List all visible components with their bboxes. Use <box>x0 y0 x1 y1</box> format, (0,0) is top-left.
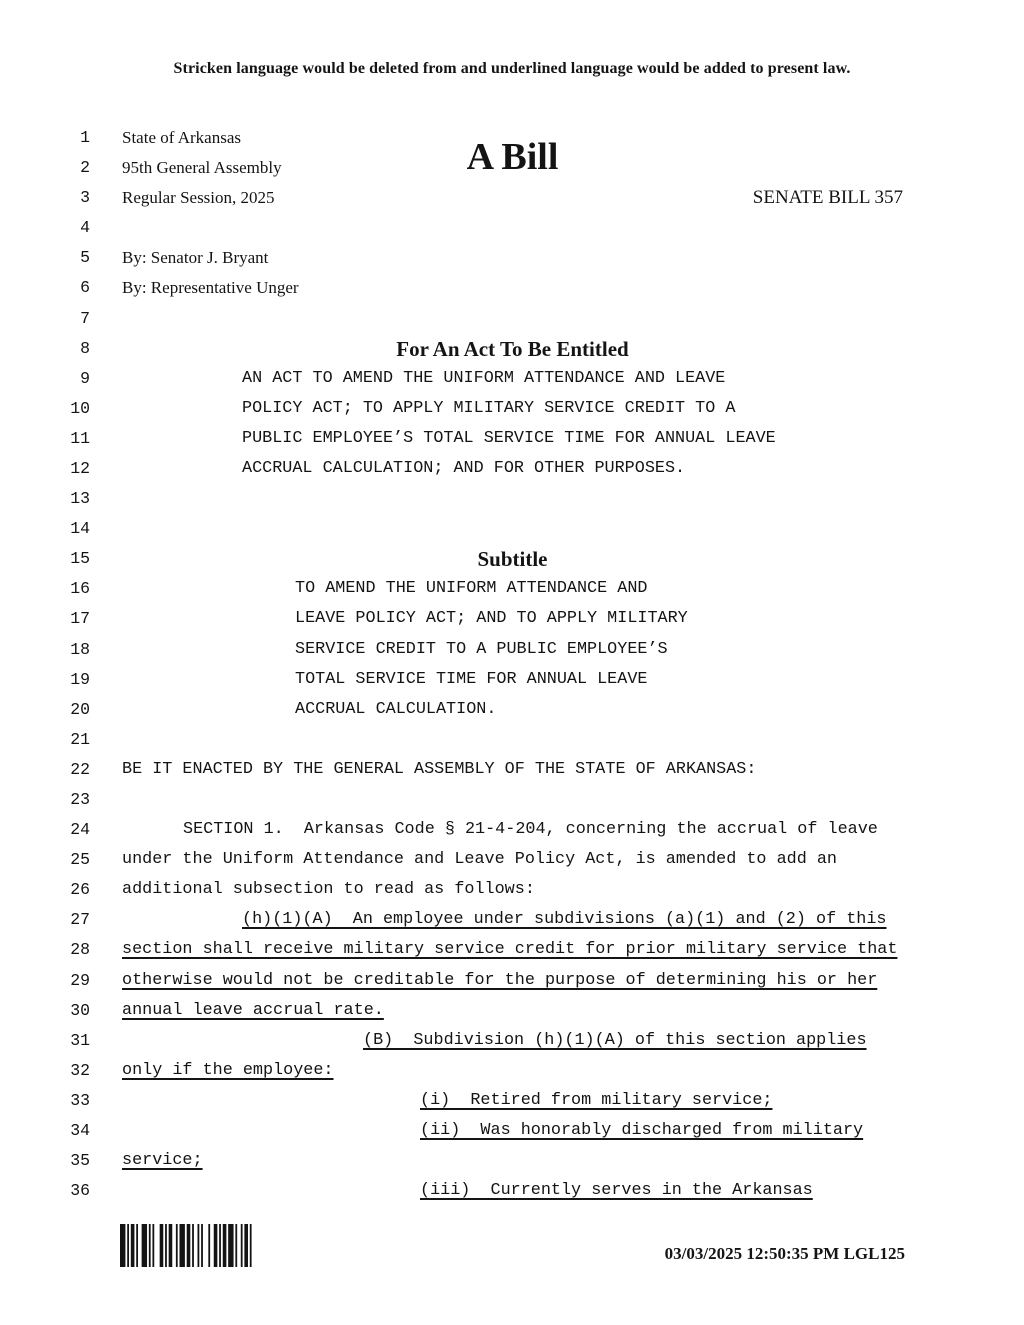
line-text: (ii) Was honorably discharged from military <box>420 1121 864 1140</box>
line-text: Regular Session, 2025 <box>122 188 275 208</box>
line-text: For An Act To Be Entitled <box>396 336 629 361</box>
document-line-20 <box>0 695 1024 725</box>
document-line-2 <box>0 153 1024 183</box>
line-number: 22 <box>70 759 90 779</box>
line-number: 35 <box>70 1151 90 1171</box>
stricken-language-notice: Stricken language would be deleted from and underlined language would be added to present law. <box>173 60 851 77</box>
line-number: 12 <box>70 459 90 478</box>
document-line-13 <box>0 484 1024 514</box>
document-line-3 <box>0 183 1024 213</box>
document-line-5 <box>0 243 1024 273</box>
document-line-4 <box>0 213 1024 243</box>
line-text: 95th General Assembly <box>122 158 282 178</box>
document-line-27 <box>0 905 1024 935</box>
line-number: 30 <box>70 1000 90 1020</box>
document-line-23 <box>0 785 1024 815</box>
line-number: 28 <box>70 940 90 960</box>
document-line-22 <box>0 755 1024 785</box>
document-line-7 <box>0 304 1024 334</box>
document-line-28 <box>0 935 1024 965</box>
line-number: 36 <box>70 1181 90 1201</box>
document-line-18 <box>0 635 1024 665</box>
line-text: otherwise would not be creditable for the purpose of determining his or her <box>122 970 878 990</box>
line-number: 14 <box>70 519 90 539</box>
document-line-26 <box>0 875 1024 905</box>
line-text: only if the employee: <box>122 1060 334 1080</box>
line-number: 18 <box>70 639 90 659</box>
line-number: 4 <box>80 218 90 238</box>
line-text: TO AMEND THE UNIFORM ATTENDANCE AND <box>295 579 648 599</box>
line-text: (h)(1)(A) An employee under subdivisions (a)(1) and (2) of this <box>242 910 887 930</box>
line-number: 10 <box>70 398 90 418</box>
line-text: By: Senator J. Bryant <box>122 248 269 268</box>
line-number: 25 <box>70 850 90 870</box>
line-number: 1 <box>80 128 90 147</box>
line-number: 31 <box>70 1030 90 1050</box>
barcode <box>120 1224 257 1267</box>
line-number: 8 <box>80 338 90 358</box>
line-number: 33 <box>70 1090 90 1110</box>
line-number: 20 <box>70 699 90 719</box>
document-line-10 <box>0 394 1024 424</box>
line-text: section shall receive military service credit for prior military service that <box>122 940 898 960</box>
document-line-19 <box>0 665 1024 695</box>
document-line-16 <box>0 574 1024 604</box>
line-number: 26 <box>70 880 90 900</box>
filing-timestamp: 03/03/2025 12:50:35 PM LGL125 <box>664 1244 905 1263</box>
document-line-17 <box>0 604 1024 634</box>
line-text: (B) Subdivision (h)(1)(A) of this section applies <box>363 1030 867 1050</box>
line-number: 23 <box>70 790 90 809</box>
bill-number: SENATE BILL 357 <box>752 187 903 209</box>
document-line-6 <box>0 273 1024 303</box>
line-text: (i) Retired from military service; <box>420 1090 773 1110</box>
document-line-9 <box>0 364 1024 394</box>
line-text: service; <box>122 1151 203 1171</box>
line-text: (iii) Currently serves in the Arkansas <box>420 1181 813 1201</box>
document-line-21 <box>0 725 1024 755</box>
line-number: 9 <box>80 368 90 388</box>
line-text: POLICY ACT; TO APPLY MILITARY SERVICE CREDIT TO A <box>242 398 736 418</box>
document-line-32 <box>0 1056 1024 1086</box>
line-text: BE IT ENACTED BY THE GENERAL ASSEMBLY OF THE STATE OF ARKANSAS: <box>122 759 757 779</box>
line-text: LEAVE POLICY ACT; AND TO APPLY MILITARY <box>295 609 688 629</box>
document-line-11 <box>0 424 1024 454</box>
line-number: 6 <box>80 278 90 298</box>
line-number: 11 <box>70 428 90 448</box>
line-text: annual leave accrual rate. <box>122 1000 384 1020</box>
document-line-15 <box>0 544 1024 574</box>
line-text: ACCRUAL CALCULATION; AND FOR OTHER PURPOSES. <box>242 459 686 478</box>
line-text: SERVICE CREDIT TO A PUBLIC EMPLOYEE’S <box>295 639 668 659</box>
line-number: 29 <box>70 970 90 990</box>
document-line-33 <box>0 1086 1024 1116</box>
document-line-14 <box>0 514 1024 544</box>
line-text: SECTION 1. Arkansas Code § 21-4-204, concerning the accrual of leave <box>183 820 878 840</box>
document-line-29 <box>0 966 1024 996</box>
document-line-31 <box>0 1026 1024 1056</box>
line-text: AN ACT TO AMEND THE UNIFORM ATTENDANCE AND LEAVE <box>242 368 726 388</box>
document-line-30 <box>0 996 1024 1026</box>
line-number: 2 <box>80 158 90 178</box>
line-number: 27 <box>70 910 90 930</box>
line-text: Subtitle <box>477 547 548 572</box>
line-number: 17 <box>70 609 90 629</box>
document-line-34 <box>0 1116 1024 1146</box>
line-text: under the Uniform Attendance and Leave Policy Act, is amended to add an <box>122 850 837 870</box>
bill-title: A Bill <box>466 136 559 178</box>
document-line-36 <box>0 1176 1024 1206</box>
document-line-24 <box>0 815 1024 845</box>
document-line-1 <box>0 123 1024 153</box>
line-number: 15 <box>70 549 90 569</box>
line-number: 16 <box>70 579 90 599</box>
line-number: 32 <box>70 1060 90 1080</box>
line-text: State of Arkansas <box>122 128 241 147</box>
line-text: ACCRUAL CALCULATION. <box>295 699 497 719</box>
line-text: By: Representative Unger <box>122 278 299 298</box>
line-number: 19 <box>70 669 90 689</box>
line-text: PUBLIC EMPLOYEE’S TOTAL SERVICE TIME FOR ANNUAL LEAVE <box>242 428 776 448</box>
line-text: additional subsection to read as follows: <box>122 880 535 900</box>
line-text: TOTAL SERVICE TIME FOR ANNUAL LEAVE <box>295 669 648 689</box>
line-number: 7 <box>80 308 90 328</box>
line-number: 3 <box>80 188 90 208</box>
line-number: 24 <box>70 820 90 840</box>
document-line-35 <box>0 1146 1024 1176</box>
line-number: 13 <box>70 489 90 509</box>
line-number: 21 <box>70 729 90 749</box>
document-line-8 <box>0 334 1024 364</box>
document-line-12 <box>0 454 1024 484</box>
document-line-25 <box>0 845 1024 875</box>
line-number: 34 <box>70 1121 90 1140</box>
line-number: 5 <box>80 248 90 268</box>
